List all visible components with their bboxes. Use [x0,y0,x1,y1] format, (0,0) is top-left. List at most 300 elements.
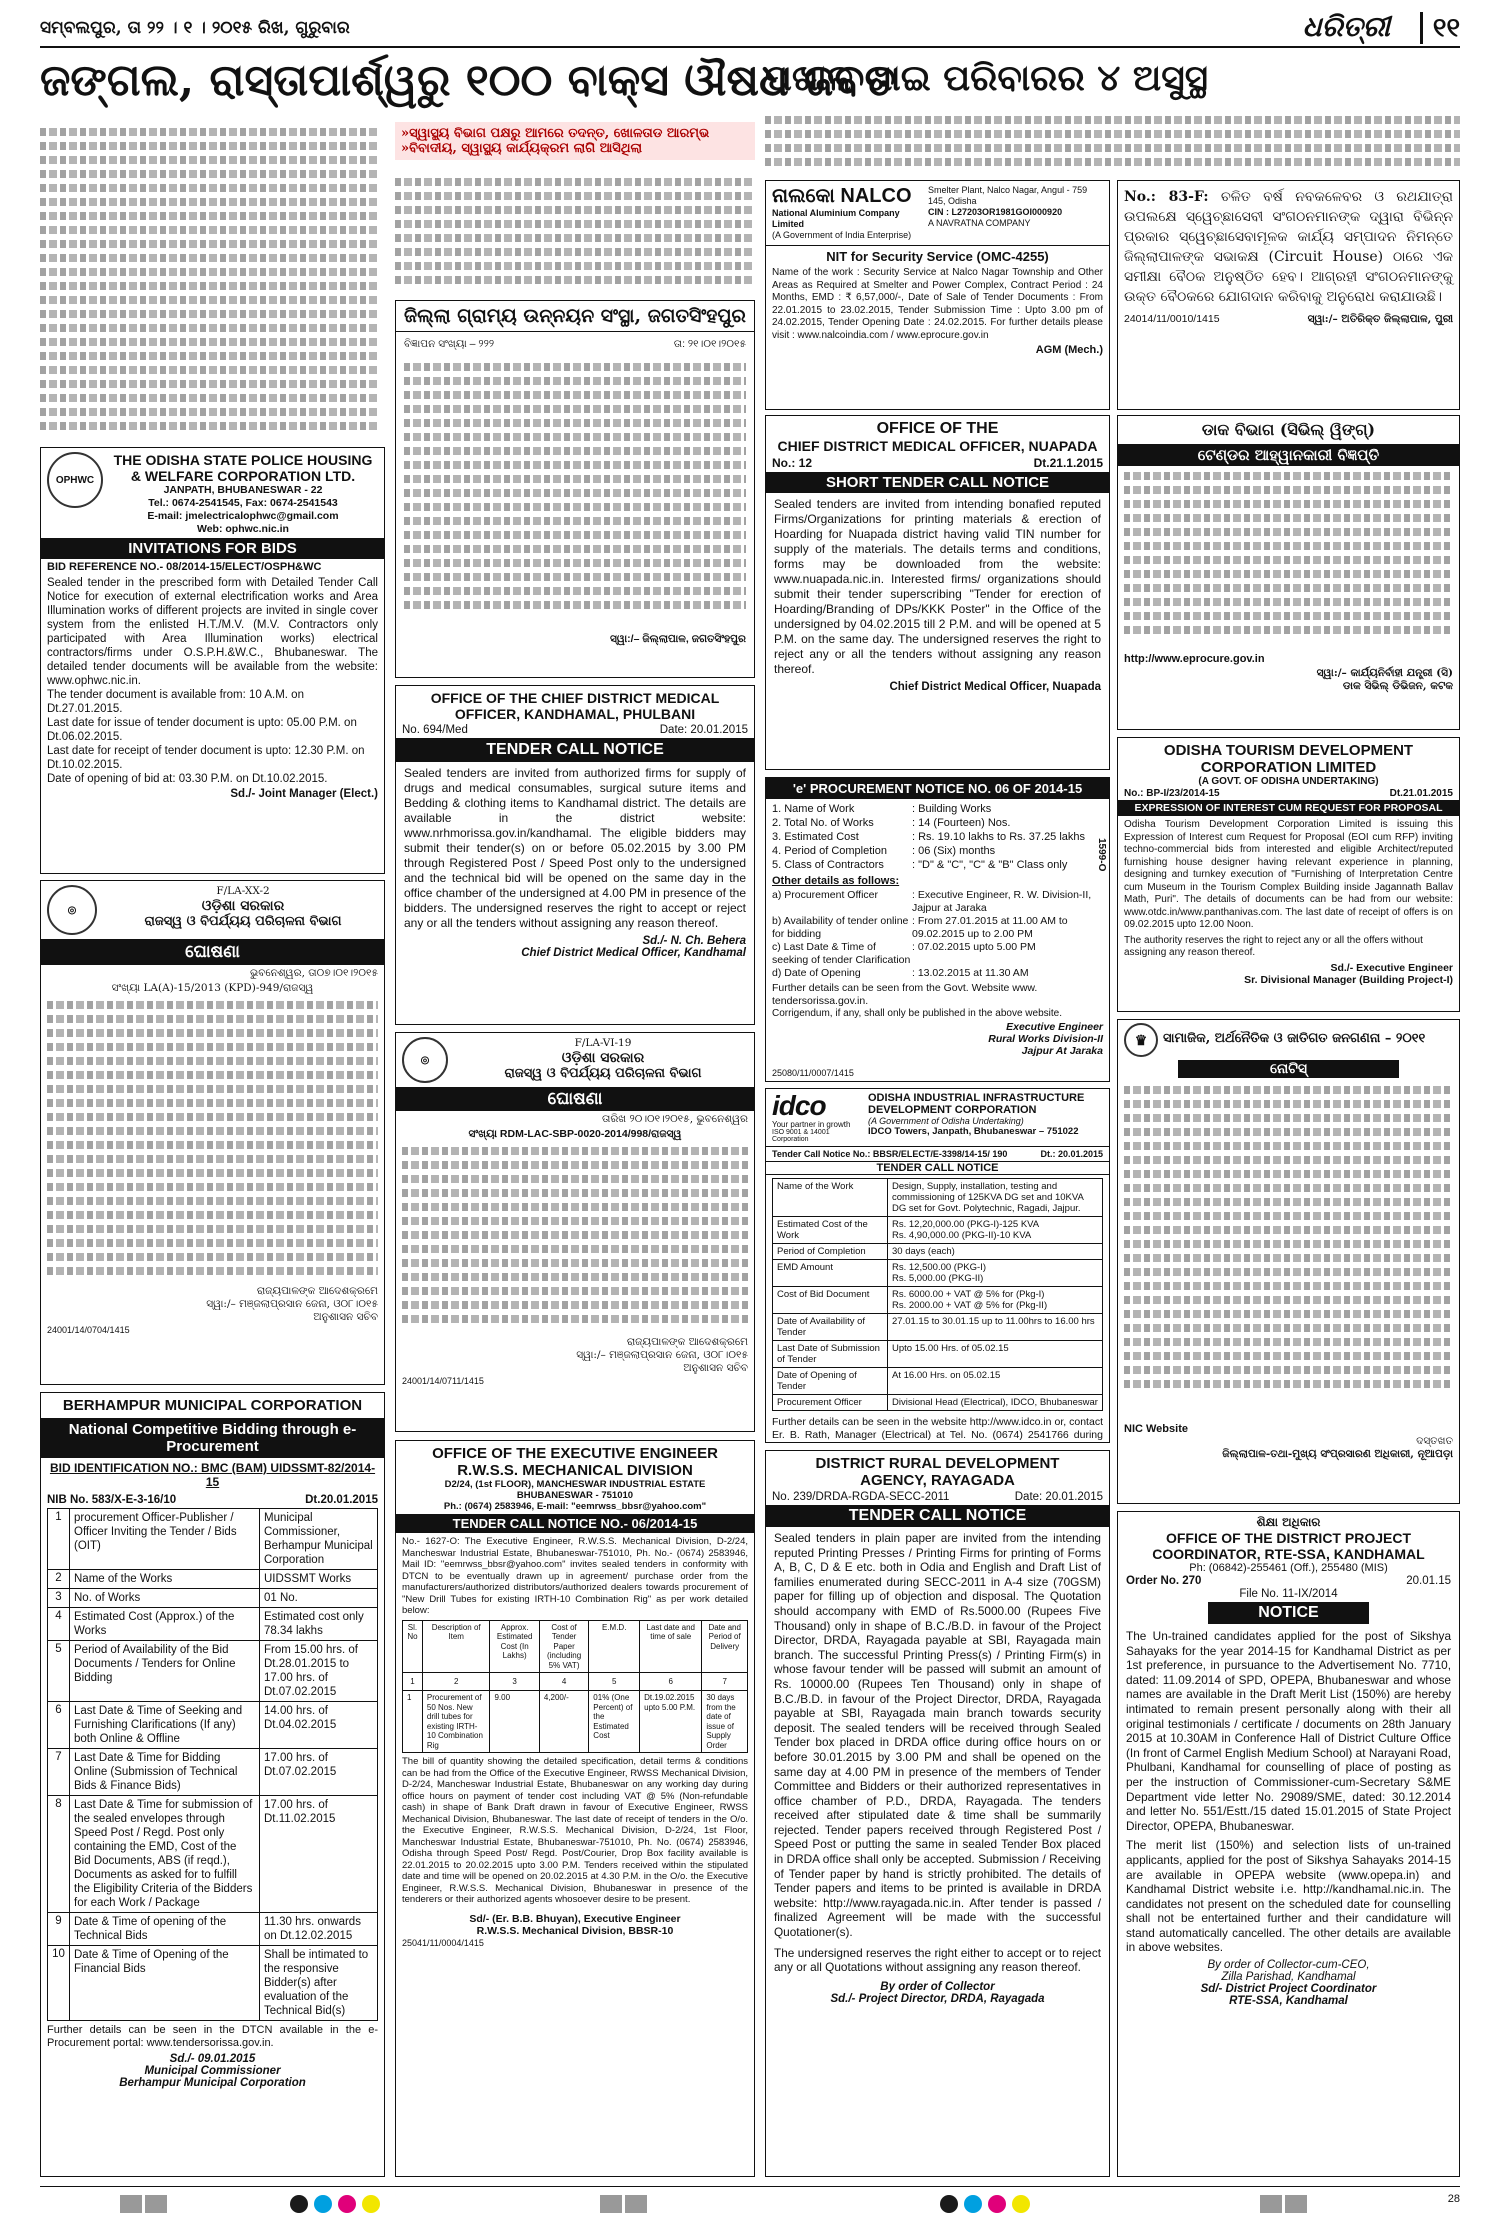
rural-works-sign-3: Jajpur At Jaraka [1021,1045,1103,1057]
column-number: 7 [702,1673,748,1691]
row-value: Divisional Head (Electrical), IDCO, Bhubaneswar [888,1395,1103,1411]
idco-govt: (A Government of Odisha Undertaking) [868,1116,1024,1126]
row-value: Upto 15.00 Hrs. of 05.02.15 [888,1341,1103,1368]
table-row [48,1702,378,1749]
idco-tcn: Tender Call Notice No.: BBSR/ELECT/E-3398/14-15/ 190 [772,1149,1008,1159]
nuapada-sign: Chief District Medical Officer, Nuapada [889,681,1101,693]
rural-works-sign-2: Rural Works Division-II [988,1033,1103,1045]
nalco-notice [765,180,1110,410]
item-label: 3. Estimated Cost [772,831,859,843]
rte-date: 20.01.15 [1406,1575,1451,1587]
police-housing-tel: Tel.: 0674-2541545, Fax: 0674-2541543 [148,497,338,509]
item-label: 2. Total No. of Works [772,817,874,829]
second-story [765,110,1460,178]
rural-works-sign-1: Executive Engineer [1006,1021,1103,1033]
rural-works-further: Further details can be seen from the Govt. Website www. tendersorissa.gov.in. [772,982,1038,1007]
list-item [772,816,1103,830]
drda-title-1: DISTRICT RURAL DEVELOPMENT [815,1455,1060,1472]
berhampur-sd-date: Sd./- 09.01.2015 [169,2053,256,2065]
drda-sign-2: Sd./- Project Director, DRDA, Rayagada [830,1992,1045,2005]
police-housing-address: JANPATH, BHUBANESWAR - 22 [163,484,323,496]
nuapada-notice [765,415,1110,770]
row-label: Last Date & Time for submission of the sealed envelopes through Speed Post / Regd. Post only containing the EMD, Cost of the Bid Documents, ABS (if reqd.), Documents as asked for to fulfill the Eligibility Criteria of the Bidders for each Work / Package [70,1796,260,1913]
drda-notice [765,1450,1110,2177]
otdc-title-1: ODISHA TOURISM DEVELOPMENT [1163,742,1414,759]
table-row [773,1217,1103,1244]
item-label: b) Availability of tender online for bidding [772,915,909,940]
revenue2-dept: ରାଜସ୍ୱ ଓ ବିପର୍ଯ୍ୟୟ ପରିଚାଳନା ବିଭାଗ [504,1066,702,1081]
police-housing-line-1: The tender document is available from: 10 A.M. on Dt.27.01.2015. [47,689,304,715]
revenue-notice-1 [40,880,385,1385]
item-label: 4. Period of Completion [772,845,887,857]
kandhamal-date: Date: 20.01.2015 [659,724,748,736]
lead-story-col2 [395,172,755,292]
idco-further: Further details can be seen in the website http://www.idco.in or, contact Er. B. Rath, Manager (Electrical) at Tel. No. (0674) 2541766 during [772,1416,1103,1441]
row-value: UIDSSMT Works [260,1570,378,1589]
row-number: 9 [48,1913,70,1946]
item-value: : From 27.01.2015 at 11.00 AM to 09.02.2015 up to 2.00 PM [912,915,1068,940]
secc-nic: NIC Website [1124,1423,1188,1435]
row-value: Estimated cost only 78.34 lakhs [260,1608,378,1641]
row-number: 10 [48,1946,70,2021]
odisha-emblem: ◎ [47,885,97,935]
revenue2-ref: F/LA-VI-19 [574,1037,632,1049]
rwss-title-2: R.W.S.S. MECHANICAL DIVISION [457,1462,693,1479]
row-label: Name of the Works [70,1570,260,1589]
revenue1-dept: ରାଜସ୍ୱ ଓ ବିପର୍ଯ୍ୟୟ ପରିଚାଳନା ବିଭାଗ [144,914,342,929]
drda-date: Date: 20.01.2015 [1014,1491,1103,1503]
india-emblem: ♛ [1124,1023,1158,1057]
otdc-sign-1: Sd./- Executive Engineer [1330,961,1453,974]
revenue2-sign-3: ଅନୁଶାସନ ସଚିବ [683,1362,748,1374]
rte-ph: Ph: (06842)-255461 (Off.), 255480 (MIS) [1189,1562,1388,1574]
kandhamal-body: Sealed tenders are invited from authorized firms for supply of drugs and medical consumables, surgical suture items and Bedding & clothing items to Kandhamal district. The details are available in the district website: www.nrhmorissa.gov.in/kandhamal. The eligible bidders may submit their tender(s) on or before 05.02.2015 by 3.00 PM through Registered Post / Speed Post only to the undersigned and the technical bid will be opened on the same day in the office chamber of the undersigned at 4.00 PM in presence of the bidders. The undersigned reserves the right to accept or reject any or all the tenders without assigning any reason thereof. [404,766,746,930]
drda-sign-1: By order of Collector [880,1980,995,1993]
item-label: 1. Name of Work [772,803,855,815]
color-swatch [362,2195,380,2213]
postal-web: http://www.eprocure.gov.in [1124,653,1265,665]
puri-notice [1117,180,1460,410]
nalco-logo: ନାଲକୋ NALCO [772,185,912,207]
table-row [48,1913,378,1946]
row-label: Estimated Cost (Approx.) of the Works [70,1608,260,1641]
row-value: Municipal Commissioner, Berhampur Municipal Corporation [260,1509,378,1570]
item-value: : Building Works [912,803,992,815]
nuapada-no: No.: 12 [772,456,813,470]
table-row [773,1179,1103,1217]
list-item [772,858,1103,872]
row-number: 4 [48,1608,70,1641]
idco-iso: ISO 9001 & 14001 Corporation [772,1129,830,1143]
rte-sign-4: RTE-SSA, Kandhamal [1229,1995,1348,2008]
rural-works-code: 25080/11/0007/1415 [772,1068,854,1078]
column-number: 6 [640,1673,702,1691]
table-header: Cost of Tender Paper (including 5% VAT) [539,1620,588,1673]
row-value: 14.00 hrs. of Dt.04.02.2015 [260,1702,378,1749]
row-label: Procurement Officer [773,1395,888,1411]
rwss-city: BHUBANESWAR - 751010 [516,1490,634,1501]
item-label: 5. Class of Contractors [772,859,884,871]
puri-sign: ସ୍ୱା:/– ଅତିରିକ୍ତ ଜିଲ୍ଲାପାଳ, ପୁରୀ [1307,313,1453,325]
row-value: 17.00 hrs. of Dt.11.02.2015 [260,1796,378,1913]
row-label: Date & Time of Opening of the Financial Bids [70,1946,260,2021]
rwss-title-1: OFFICE OF THE EXECUTIVE ENGINEER [432,1445,718,1462]
item-label: c) Last Date & Time of seeking of tender Clarification [772,941,911,966]
revenue2-place: ତାରିଖ ୨୦।୦୧।୨୦୧୫, ଭୁବନେଶ୍ୱର [602,1113,748,1125]
rte-sign-3: Sd/- District Project Coordinator [1200,1983,1377,1996]
item-value: : 07.02.2015 upto 5.00 PM [912,941,1036,953]
list-item [772,830,1103,844]
item-value: : Rs. 19.10 lakhs to Rs. 37.25 lakhs [912,831,1086,843]
masthead [40,8,1460,48]
otdc-date: Dt.21.01.2015 [1389,788,1453,799]
row-label: Last Date of Submission of Tender [773,1341,888,1368]
revenue1-sign-3: ଅନୁଶାସନ ସଚିବ [313,1311,378,1323]
row-label: Last Date & Time of Seeking and Furnishing Clarifications (If any) both Online & Offline [70,1702,260,1749]
paper-name: ଧରିତ୍ରୀ [1302,10,1390,43]
row-number: 7 [48,1749,70,1796]
puri-ref: No.: 83-F: [1124,189,1209,205]
rte-title-2: COORDINATOR, RTE-SSA, KANDHAMAL [1152,1546,1425,1562]
berhampur-sign-1: Municipal Commissioner [144,2065,281,2077]
table-row [773,1260,1103,1287]
revenue2-bar: ଘୋଷଣା [396,1087,754,1111]
idco-title-2: DEVELOPMENT CORPORATION [868,1104,1037,1116]
registration-marks-left [120,2195,170,2218]
police-housing-title-2: & WELFARE CORPORATION LTD. [130,468,356,484]
revenue1-bar: ଘୋଷଣା [41,939,384,965]
otdc-body-2: The authority reserves the right to reject any or all the offers without assigning any reason thereof. [1124,934,1423,958]
rwss-intro: No.- 1627-O: The Executive Engineer, R.W.S.S. Mechanical Division, D-2/24, Mancheswar Industrial Estate, Bhubaneswar-751010, Ph. No.- (0674) 2583946, Mail ID: "eemrwss_bbsr@yahoo.com" invites sealed tenders in conformity with DTCN to be eventually drawn up in agreement/ purchase order from the manufacturers/authorized distributors/authorized dealers towards procurement of "New Drill Tubes for existing IRTH-10 Combination Rig" as per work detailed below: [402,1536,748,1616]
drda-bar: TENDER CALL NOTICE [766,1505,1109,1527]
table-cell: 9.00 [490,1691,539,1753]
color-swatch [988,2195,1006,2213]
rte-logo: ଶିକ୍ଷା ଅଧିକାର [1256,1515,1321,1529]
nuapada-title-2: CHIEF DISTRICT MEDICAL OFFICER, NUAPADA [777,438,1098,454]
subhead-1: »ସ୍ୱାସ୍ଥ୍ୟ ବିଭାଗ ପକ୍ଷରୁ ଆମରେ ତଦନ୍ତ, ଖୋଳତାଡ ଆରମ୍ଭ [401,126,710,141]
footer [40,2186,1460,2216]
postal-sign-1: ସ୍ୱା:/– କାର୍ଯ୍ୟନିର୍ବାହୀ ଯନ୍ତ୍ରୀ (ସି) [1316,667,1453,679]
idco-address: IDCO Towers, Janpath, Bhubaneswar – 751022 [868,1126,1079,1137]
row-value: 27.01.15 to 30.01.15 up to 11.00hrs to 16.00 hrs [888,1314,1103,1341]
police-housing-notice [40,447,385,874]
row-number: 2 [48,1570,70,1589]
revenue1-place: ଭୁବନେଶ୍ୱର, ତା୦୭।୦୧।୨୦୧୫ [249,967,378,979]
secc-sign-0: ଦସ୍ତଖତ [1416,1435,1453,1447]
police-housing-bar: INVITATIONS FOR BIDS [41,538,384,559]
list-item [772,802,1103,816]
police-housing-line-4: Date of opening of bid at: 03.30 P.M. on Dt.10.02.2015. [47,773,328,785]
row-value: Rs. 6000.00 + VAT @ 5% for (Pkg-I) Rs. 2000.00 + VAT @ 5% for (Pkg-II) [888,1287,1103,1314]
list-item [772,844,1103,858]
police-housing-sign: Sd./- Joint Manager (Elect.) [230,788,378,800]
revenue1-govt: ଓଡ଼ିଶା ସରକାର [201,898,285,914]
berhampur-table [47,1508,378,2021]
berhampur-nib-date: Dt.20.01.2015 [305,1494,378,1506]
rwss-notice [395,1440,755,2177]
table-cell: 01% (One Percent) of the Estimated Cost [589,1691,640,1753]
nuapada-title-1: OFFICE OF THE [876,420,999,437]
rwss-ph: Ph.: (0674) 2583946, E-mail: "eemrwss_bbsr@yahoo.com" [443,1501,707,1512]
police-housing-web: Web: ophwc.nic.in [197,523,289,535]
table-row [48,1608,378,1641]
table-header: E.M.D. [589,1620,640,1673]
nuapada-body: Sealed tenders are invited from intending bonafied reputed Firms/Organizations for printing materials & erection of Hoarding for Nuapada district having valid TIN number for supply of the materials. The details terms and conditions, forms may be downloaded from the website: www.nuapada.nic.in. Interested firms/ organizations should submit their tender superscribing "Tender for erection of Hoarding/Branding of DPs/KKK Poster" in the Office of the undersigned by 04.02.2015 till 2 P.M. and will be opened at 5 P.M. on the same day. The undersigned reserves the right to reject any or all the tenders without assigning any reason thereof. [774,497,1101,676]
table-header: Sl. No [403,1620,423,1673]
table-cell: Dt.19.02.2015 upto 5.00 P.M. [640,1691,702,1753]
column-number: 5 [589,1673,640,1691]
otdc-no: No.: BP-I/23/2014-15 [1124,788,1220,799]
column-number: 1 [403,1673,423,1691]
row-number: 6 [48,1702,70,1749]
list-item [772,889,1103,915]
table-row [773,1395,1103,1411]
drda-body: Sealed tenders in plain paper are invited from the intending reputed Printing Presses / Printing Firms for printing of Forms A, B, C, D & E etc. both in Odia and English and Draft List of families enumerated during SECC-2011 in A-4 size (70GSM) paper for filling up of objection and disposal. The Quotation should accompany with EMD of Rs.5000.00 (Rupees Five Thousand) only in shape of B.C./B.D. in favour of the Project Director, DRDA, Rayagada payable at SBI, Rayagada main branch. The successful Printing Press(s) / Printing Firm(s) in whose favour tender will be passed will submit an amount of Rs. 10000.00 (Rupees Ten Thousand) only in shape of B.C./B.D. in favour of the Project Director, DRDA, Rayagada payable at SBI, Rayagada main branch towards security deposit. The sealed tenders will be received through Sealed Tender box placed in DRDA office during office hours on or before 30.01.2015 by 3.00 PM and shall be opened on the same day at 4.00 PM in presence of the members of Tender Committee and Bidders or their authorized representatives in office chamber of P.D., DRDA, Rayagada. The tenders received after stipulated date & time shall be summarily rejected. Tender papers received through Registered Post / Speed Post or putting the same in sealed Tender Box placed in DRDA office shall only be accepted. Submission / Receiving of Tender paper by hand is strictly prohibited. The details of Tender papers and items to be printed is available in DRDA website: http://www.rayagada.nic.in. After tender is passed / finalized Agreement will be made with the successful Quotationer(s). [774,1531,1101,1940]
nalco-navratna: A NAVRATNA COMPANY [928,218,1031,228]
table-row [773,1314,1103,1341]
row-value: 30 days (each) [888,1244,1103,1260]
table-row [773,1341,1103,1368]
rwss-table [402,1620,748,1754]
nalco-body: Name of the work : Security Service at Nalco Nagar Township and Other Areas as Required at Smelter and Power Complex, Contract Period : 24 Months, EMD : ₹ 6,57,000/-, Date of Sale of Tender Documents : From 22.01.2015 to 23.02.2015, Tender Submission Time : Upto 3.00 pm of 24.02.2015, Tender Opening Date : 24.02.2015. For further details please visit : www.nalcoindia.com / www.eprocure.gov.in [772,267,1103,341]
berhampur-title: BERHAMPUR MUNICIPAL CORPORATION [62,1397,363,1414]
table-row [48,1796,378,1913]
rte-file: File No. 11-IX/2014 [1239,1588,1338,1600]
row-value: Rs. 12,20,000.00 (PKG-I)-125 KVA Rs. 4,90,000.00 (PKG-II)-10 KVA [888,1217,1103,1244]
rte-sign-2: Zilla Parishad, Kandhamal [1221,1971,1356,1984]
police-housing-ref: BID REFERENCE NO.- 08/2014-15/ELECT/OSPH&WC [47,561,322,573]
revenue1-no: ସଂଖ୍ୟା LA(A)-15/2013 (KPD)-949/ରାଜସ୍ୱ [111,982,314,994]
drda-title-2: AGENCY, RAYAGADA [860,1472,1015,1489]
main-headline: ଜଙ୍ଗଲ, ରାସ୍ତାପାର୍ଶ୍ୱରୁ ୧୦୦ ବାକ୍ସ ଔଷଧ ଜବତ [40,55,896,106]
revenue1-sign-2: ସ୍ୱା:/– ମଞ୍ଜଲାପ୍ରସାନ ଜେନା, ଓ୦୮।୦୧୫ [206,1298,378,1310]
column-number: 4 [539,1673,588,1691]
row-label: EMD Amount [773,1260,888,1287]
police-housing-title-1: THE ODISHA STATE POLICE HOUSING [113,452,373,468]
table-header: Last date and time of sale [640,1620,702,1673]
color-marks-2 [940,2195,1036,2218]
rural-works-other: Other details as follows: [772,875,900,887]
idco-logo: idco [772,1090,826,1121]
row-label: Period of Availability of the Bid Documents / Tenders for Online Bidding [70,1641,260,1702]
secc-sign: ଜିଲ୍ଲାପାଳ-ତଥା-ମୁଖ୍ୟ ସଂପ୍ରସାରଣ ଅଧିକାରୀ, ନୂଆପଡ଼ା [1222,1448,1453,1460]
rural-works-corrigendum: Corrigendum, if any, shall only be published in the above website. [772,1008,1062,1019]
color-swatch [290,2195,308,2213]
row-label: Date of Opening of Tender [773,1368,888,1395]
color-swatch [338,2195,356,2213]
rte-bar: NOTICE [1208,1602,1369,1624]
list-item [772,967,1103,980]
color-marks [290,2195,386,2218]
postal-notice [1117,415,1460,730]
column-number: 2 [422,1673,490,1691]
rwss-body: The bill of quantity showing the detailed specification, detail terms & conditions can be had from the Office of the Executive Engineer, RWSS Mechanical Division, D-2/24, Mancheswar Industrial Estate, Bhubaneswar on any working day during office hours on payment of tender cost including VAT @ 5% (Non-refundable cash) in shape of Bank Draft drawn in favour of Executive Engineer, RWSS Mechanical Division, Bhubaneswar. The last date of receipt of tenders in the O/o. the Executive Engineer, R.W.S.S. Mechanical Division, D-2/24, 1st Floor, Mancheswar Industrial Estate, Bhubaneswar-751010, Ph. No. (0674) 2583946, Odisha through Speed Post/ Regd. Post/Courier, Drop Box facility available is 22.01.2015 to 20.02.2015 upto 3.00 P.M. Tenders received within the stipulated date and time will be opened on 20.02.2015 at 4.30 P.M. in the O/o. the Executive Engineer, R.W.S.S. Mechanical Division, Bhubaneswar in presence of the tenderers or their authorized agents whosoever desire to be present. [402,1756,748,1905]
rwss-sign-2: R.W.S.S. Mechanical Division, BBSR-10 [476,1924,674,1937]
color-swatch [964,2195,982,2213]
row-value: Design, Supply, installation, testing and commissioning of 125KVA DG set and 10KVA DG set for Govt. Polytechnic, Ragadi, Jajpur. [888,1179,1103,1217]
table-row [48,1570,378,1589]
postal-bar: ଟେଣ୍ଡର ଆହ୍ୱାନକାରୀ ବିଜ୍ଞପ୍ତି [1118,444,1459,466]
item-label: d) Date of Opening [772,967,861,979]
nalco-company: National Aluminium Company Limited [772,208,900,229]
jagatsinghpur-date: ତା: ୨୧।୦୧।୨୦୧୫ [673,338,746,350]
otdc-govt: (A GOVT. OF ODISHA UNDERTAKING) [1198,776,1379,787]
rural-works-notice [765,777,1110,1082]
police-housing-line-2: Last date for issue of tender document is upto: 05.00 P.M. on Dt.06.02.2015. [47,717,357,743]
idco-bar: TENDER CALL NOTICE [766,1161,1109,1175]
row-value: 01 No. [260,1589,378,1608]
row-label: Date of Availability of Tender [773,1314,888,1341]
revenue1-code: 24001/14/0704/1415 [47,1325,130,1335]
otdc-title-2: CORPORATION LIMITED [1200,759,1377,776]
kandhamal-sign-1: Sd./- N. Ch. Behera [642,935,746,947]
row-value: Shall be intimated to the responsive Bidder(s) after evaluation of the Technical Bid(s) [260,1946,378,2021]
revenue1-ref: F/LA-XX-2 [216,885,270,897]
row-number: 5 [48,1641,70,1702]
rwss-bar: TENDER CALL NOTICE NO.- 06/2014-15 [396,1514,754,1533]
rte-sign-1: By order of Collector-cum-CEO, [1207,1959,1370,1972]
idco-tagline: Your partner in growth [772,1120,851,1129]
color-swatch [940,2195,958,2213]
jagatsinghpur-title: ଜିଲ୍ଲା ଗ୍ରାମ୍ୟ ଉନ୍ନୟନ ସଂସ୍ଥା, ଜଗତସିଂହପୁର [396,301,754,332]
list-item [772,915,1103,941]
table-header: Description of Item [422,1620,490,1673]
puri-body: ଚଳିତ ବର୍ଷ ନବକଳେବର ଓ ରଥଯାତ୍ରା ଉପଲକ୍ଷେ ସ୍ୱେଚ୍ଛାସେବୀ ସଂଗଠନମାନଙ୍କ ଦ୍ୱାରା ବିଭିନ୍ନ ପ୍ରକାର ସ୍ୱେଚ୍ଛାସେବାମୂଳକ କାର୍ଯ୍ୟ ସମ୍ପାଦନ ନିମନ୍ତେ ଜିଲ୍ଲାପାଳଙ୍କ ସଭାକକ୍ଷ (Circuit House) ଠାରେ ଏକ ସମୀକ୍ଷା ବୈଠକ ଅନୁଷ୍ଠିତ ହେବ। ଆଗ୍ରହୀ ସଂଗଠନମାନଙ୍କୁ ଉକ୍ତ ବୈଠକରେ ଯୋଗଦାନ କରିବାକୁ ଅନୁରୋଧ କରାଯାଉଛି। [1124,189,1453,305]
row-value: 11.30 hrs. onwards on Dt.12.02.2015 [260,1913,378,1946]
table-row [48,1946,378,2021]
kandhamal-title-2: OFFICER, KANDHAMAL, PHULBANI [454,706,696,722]
secc-title: ସାମାଜିକ, ଅର୍ଥନୈତିକ ଓ ଜାତିଗତ ଜନଗଣନା – ୨୦୧୧ [1163,1031,1426,1046]
jagatsinghpur-ref: ବିଜ୍ଞାପନ ସଂଖ୍ୟା – ୨୨୨ [404,338,495,350]
registration-marks-right [1260,2195,1310,2218]
row-label: procurement Officer-Publisher / Officer Inviting the Tender / Bids (OIT) [70,1509,260,1570]
otdc-body: Odisha Tourism Development Corporation Limited is issuing this Expression of Interest cum Request for Proposal (EOI cum RFP) inviting techno-commercial bids from interested and eligible Architect/reputed furnishing house designer having relevant experience in planning, designing and turnkey execution of "Furnishing of Interpretation Centre cum Museum in the Tourism Complex Building inside Jagannath Ballav Math, Puri". The details of documents can be had from our website: www.otdc.in/www.panthanivas.com. The last date of receipt of offers is on 09.02.2015 upto 12.00 Noon. [1124,819,1453,930]
nuapada-date: Dt.21.1.2015 [1033,456,1103,470]
kandhamal-bar: TENDER CALL NOTICE [396,738,754,762]
nalco-cin: CIN : L27203OR1981GOI000920 [928,207,1063,217]
rural-works-side: 1599-O [1096,838,1107,872]
row-label: Name of the Work [773,1179,888,1217]
row-label: No. of Works [70,1589,260,1608]
table-header: Date and Period of Delivery [702,1620,748,1673]
item-value: : "D" & "C", "C" & "B" Class only [912,859,1068,871]
row-number: 3 [48,1589,70,1608]
rwss-address: D2/24, (1st FLOOR), MANCHESWAR INDUSTRIAL ESTATE [444,1479,706,1490]
kandhamal-no: No. 694/Med [402,724,468,736]
kandhamal-cdmo-notice [395,685,755,1025]
kandhamal-title-1: OFFICE OF THE CHIEF DISTRICT MEDICAL [430,690,720,706]
nalco-govt: (A Government of India Enterprise) [772,230,912,240]
postal-sign-2: ଡାକ ସିଭିଲ୍ ଡିଭିଜନ, କଟକ [1342,680,1453,692]
row-value: At 16.00 Hrs. on 05.02.15 [888,1368,1103,1395]
berhampur-further: Further details can be seen in the DTCN available in the e-Procurement portal: www.tendersorissa.gov.in. [47,2024,378,2049]
ophwc-logo: OPHWC [47,452,103,508]
row-value: From 15.00 hrs. of Dt.28.01.2015 to 17.00 hrs. of Dt.07.02.2015 [260,1641,378,1702]
idco-title-1: ODISHA INDUSTRIAL INFRASTRUCTURE [868,1092,1085,1104]
table-row [773,1368,1103,1395]
color-swatch [314,2195,332,2213]
row-label: Estimated Cost of the Work [773,1217,888,1244]
secc-notice [1117,1019,1460,1504]
police-housing-body: Sealed tender in the prescribed form with Detailed Tender Call Notice for execution of external electrification works and Area Illumination works of different projects are invited in single cover system from the enlisted H.T./M.V. (M.V. Contractors only participated with Area Illumination works) electrical contractors/firms under O.S.P.H.&W.C., Bhubaneswar. The detailed tender documents will be available from the website: www.ophwc.nic.in. [47,577,378,687]
lead-subheads [395,122,755,160]
rte-body-2: The merit list (150%) and selection lists of un-trained applicants, applied for the post of Sikshya Sahayaks 2014-15 are available in OPEPA website (www.opepa.in) and Kandhamal District website i.e. http://kandhamal.nic.in. The candidates not present on the scheduled date for counselling shall not be entertained further and their candidature will stand automatically cancelled. The other details are available in above websites. [1126,1838,1451,1955]
item-value: : Executive Engineer, R. W. Division-II, Jajpur at Jaraka [912,889,1092,914]
item-value: : 13.02.2015 at 11.30 AM [912,967,1029,979]
table-row [48,1749,378,1796]
berhampur-nib: NIB No. 583/X-E-3-16/10 [47,1494,177,1506]
item-value: : 14 (Fourteen) Nos. [912,817,1011,829]
row-label: Cost of Bid Document [773,1287,888,1314]
rte-order: Order No. 270 [1126,1575,1202,1587]
table-row [48,1509,378,1570]
item-value: : 06 (Six) months [912,845,996,857]
idco-notice [765,1088,1110,1443]
table-row [48,1641,378,1702]
subhead-2: »ବିବାଦୀୟ, ସ୍ୱାସ୍ଥ୍ୟ କାର୍ଯ୍ୟକ୍ରମ ଲାଗି ଆସିଥିଲା [401,141,643,156]
rte-body: The Un-trained candidates applied for the post of Sikshya Sahayaks for the year 2014-15 for Kandhamal District as per 1st preference, in pursuance to the Advertisement No. 7710, dated: 11.09.2014 of SPD, OPEPA, Bhubaneswar and whose names are available in the Draft Merit List (150%) are hereby intimated to remain present personally along with their all original testimonials / certificate / documents on 28th January 2015 at 10.30AM in Conference Hall of District Culture Office (In front of Carmel English Medium School) at Narayani Road, Phulbani, Kandhamal for counselling of place of posting as per the instruction of Commissioner-cum-Secretary S&ME Department vide letter No. 29089/SME, dated: 30.12.2014 and letter No. 551/Estt./15 dated 15.01.2015 of State Project Director, OPEPA, Bhubaneswar. [1126,1629,1451,1833]
row-number: 8 [48,1796,70,1913]
rwss-sign-1: Sd/- (Er. B.B. Bhuyan), Executive Engineer [469,1912,681,1925]
table-cell: 1 [403,1691,423,1753]
table-row [48,1589,378,1608]
berhampur-notice [40,1392,385,2177]
police-housing-line-3: Last date for receipt of tender document is upto: 12.30 P.M. on Dt.10.02.2015. [47,745,365,771]
berhampur-bid-id: BID IDENTIFICATION NO.: BMC (BAM) UIDSSMT-82/2014-15 [49,1461,376,1489]
berhampur-bar: National Competitive Bidding through e-Procurement [41,1418,384,1458]
table-cell: Procurement of 50 Nos. New drill tubes for existing IRTH-10 Combination Rig [422,1691,490,1753]
row-label: Period of Completion [773,1244,888,1260]
second-headline: ପଖାଳ ଖାଇ ପରିବାରର ୪ ଅସୁସ୍ଥ [765,57,1208,99]
row-value: Rs. 12,500.00 (PKG-I) Rs. 5,000.00 (PKG-II) [888,1260,1103,1287]
table-row [773,1287,1103,1314]
nalco-sign: AGM (Mech.) [1035,344,1103,356]
table-header: Approx. Estimated Cost (In Lakhs) [490,1620,539,1673]
police-housing-email: E-mail: jmelectricalophwc@gmail.com [147,510,339,522]
rte-title-1: OFFICE OF THE DISTRICT PROJECT [1165,1530,1411,1546]
table-row [773,1244,1103,1260]
column-number: 3 [490,1673,539,1691]
otdc-bar: EXPRESSION OF INTEREST CUM REQUEST FOR PROPOSAL [1118,800,1459,816]
idco-tcn-date: Dt.: 20.01.2015 [1040,1149,1103,1159]
revenue2-no: ସଂଖ୍ୟା RDM-LAC-SBP-0020-2014/998/ରାଜସ୍ୱ [468,1128,682,1140]
dateline: ସମ୍ବଲପୁର, ତା ୨୨ । ୧ । ୨୦୧୫ ରିଖ, ଗୁରୁବାର [40,18,350,38]
berhampur-sign-2: Berhampur Municipal Corporation [119,2077,306,2089]
color-swatch [1012,2195,1030,2213]
revenue2-govt: ଓଡ଼ିଶା ସରକାର [561,1050,645,1066]
secc-bar: ନୋଟିସ୍ [1178,1060,1399,1078]
drda-no: No. 239/DRDA-RGDA-SECC-2011 [772,1491,950,1503]
registration-marks-center [600,2195,650,2218]
postal-title: ଡାକ ବିଭାଗ (ସିଭିଲ୍ ୱିଙ୍ଗ୍) [1201,420,1376,439]
otdc-sign-2: Sr. Divisional Manager (Building Project-I) [1244,973,1453,986]
rwss-code: 25041/11/0004/1415 [402,1937,484,1948]
item-label: a) Procurement Officer [772,889,879,901]
rural-works-bar: 'e' PROCUREMENT NOTICE NO. 06 OF 2014-15 [766,778,1109,799]
jagatsinghpur-sign: ସ୍ୱା:/– ଜିଲ୍ଲାପାଳ, ଜଗତସିଂହପୁର [609,633,746,645]
odisha-emblem-2: ◎ [402,1037,448,1083]
table-cell: 30 days from the date of issue of Supply Order [702,1691,748,1753]
revenue1-sign-1: ରାଜ୍ୟପାଳଙ୍କ ଆଦେଶକ୍ରମେ [256,1285,378,1297]
nalco-nit-title: NIT for Security Service (OMC-4255) [826,249,1049,264]
table-cell: 4,200/- [539,1691,588,1753]
otdc-notice [1117,737,1460,1012]
idco-table [772,1178,1103,1411]
row-number: 1 [48,1509,70,1570]
kandhamal-sign-2: Chief District Medical Officer, Kandhamal [521,947,746,959]
row-label: Last Date & Time for Bidding Online (Submission of Technical Bids & Finance Bids) [70,1749,260,1796]
puri-code: 24014/11/0010/1415 [1124,313,1220,325]
